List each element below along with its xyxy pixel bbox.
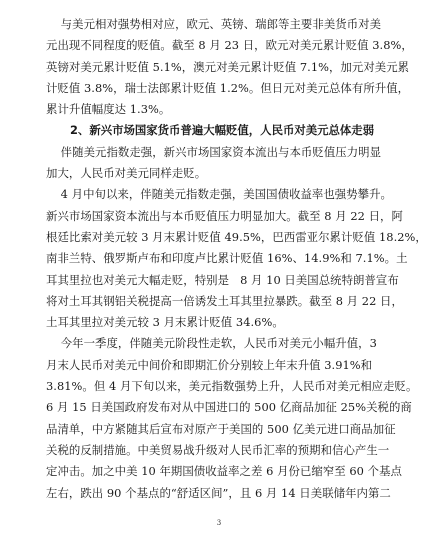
text-line: 土耳其里拉对美元较 3 月末累计贬值 34.6%。	[46, 315, 284, 330]
text-line: 月末人民币对美元中间价和即期汇价分别较上年末升值 3.91%和	[46, 357, 373, 372]
paragraph-currency-depreciation	[46, 14, 413, 120]
text-line: 南非兰特、俄罗斯卢布和印度卢比累计贬值 16%、14.9%和 7.1%。土	[46, 251, 408, 266]
text-line: 品清单，中方紧随其后宣布对原产于美国的 500 亿美元进口商品加征	[46, 421, 396, 436]
text-line: 定冲击。加之中美 10 年期国债收益率之差 6 月份已缩窄至 60 个基点	[46, 464, 402, 479]
section-title: 2、新兴市场国家货币普遍大幅贬值，人民币对美元总体走弱	[70, 123, 375, 138]
text-line: 计贬值 3.8%，瑞士法郎累计贬值 1.2%。但日元对美元总体有所升值，	[46, 80, 410, 95]
text-line: 与美元相对强势相对应，欧元、英镑、瑞郎等主要非美货币对美	[46, 17, 382, 31]
text-line: 今年一季度，伴随美元阶段性走软，人民币对美元小幅升值，3	[46, 336, 377, 351]
text-line: 关税的反制措施。中美贸易战升级对人民币汇率的预期和信心产生一	[46, 442, 390, 457]
text-line: 左右，跌出 90 个基点的“舒适区间”，且 6 月 14 日美联储年内第二	[46, 485, 391, 500]
paragraph-emerging-markets-intro	[46, 142, 396, 185]
document-body	[46, 14, 427, 504]
text-line: 3.81%。但 4 月下旬以来，美元指数强势上升，人民币对美元相应走贬。	[46, 379, 418, 394]
text-line: 6 月 15 日美国政府发布对从中国进口的 500 亿商品加征 25%关税的商	[46, 400, 412, 415]
paragraph-emerging-markets-detail	[46, 184, 427, 333]
text-line: 4 月中旬以来，伴随美元指数走强，美国国债收益率也强势攀升。	[46, 187, 392, 202]
text-line: 累计升值幅度达 1.3%。	[46, 102, 171, 117]
text-line: 根廷比索对美元较 3 月末累计贬值 49.5%，巴西雷亚尔累计贬值 18.2%，	[46, 229, 427, 244]
page-number: 3	[216, 519, 222, 527]
text-line: 伴随美元指数走强，新兴市场国家资本流出与本币贬值压力明显	[46, 144, 382, 159]
text-line: 元出现不同程度的贬值。截至 8 月 23 日，欧元对美元累计贬值 3.8%，	[46, 38, 413, 53]
section-heading	[46, 120, 396, 141]
text-line: 将对土耳其钢铝关税提高一倍诱发土耳其里拉暴跌。截至 8 月 22 日，	[46, 293, 403, 308]
text-line: 新兴市场国家资本流出与本币贬值压力明显加大。截至 8 月 22 日，阿	[46, 208, 403, 223]
text-line: 加大，人民币对美元同样走贬。	[46, 166, 207, 181]
text-line: 英镑对美元累计贬值 5.1%，澳元对美元累计贬值 7.1%，加元对美元累	[46, 59, 410, 74]
text-line: 耳其里拉也对美元大幅走贬，特别是 8 月 10 日美国总统特朗普宣布	[46, 272, 399, 287]
paragraph-rmb-trend	[46, 333, 418, 503]
